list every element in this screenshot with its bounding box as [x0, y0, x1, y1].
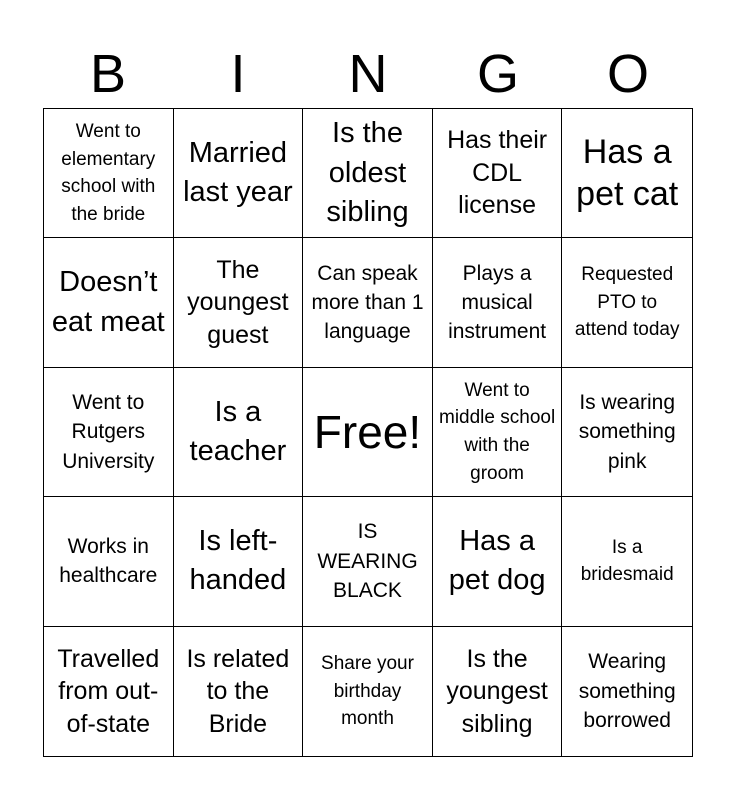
- bingo-cell-r5c2[interactable]: [174, 627, 304, 756]
- header-letter-g: G: [476, 44, 519, 104]
- cell-text: Is the oldest sibling: [326, 117, 409, 228]
- bingo-cell-r1c2[interactable]: [174, 109, 304, 238]
- cell-text: Went to middle school with the groom: [439, 379, 556, 484]
- cell-text: Has a pet cat: [576, 132, 679, 214]
- bingo-cell-r5c3[interactable]: [303, 627, 433, 756]
- bingo-cell-r4c4[interactable]: [433, 497, 563, 626]
- bingo-cell-r5c4[interactable]: [433, 627, 563, 756]
- header-letter-i: I: [230, 44, 246, 104]
- bingo-cell-r5c5[interactable]: [562, 627, 692, 756]
- bingo-cell-r5c1[interactable]: [44, 627, 174, 756]
- bingo-cell-r2c1[interactable]: [44, 238, 174, 367]
- bingo-cell-r4c1[interactable]: [44, 497, 174, 626]
- cell-text: Doesn’t eat meat: [51, 266, 165, 338]
- bingo-cell-r1c5[interactable]: [562, 109, 692, 238]
- cell-text: Has a pet dog: [448, 525, 546, 597]
- bingo-cell-r2c5[interactable]: [562, 238, 692, 367]
- header-letter-o: O: [606, 44, 649, 104]
- header-letter-n: N: [348, 44, 388, 104]
- free-space-text: Free!: [313, 405, 422, 458]
- cell-text: Requested PTO to attend today: [574, 264, 680, 341]
- bingo-cell-r4c3[interactable]: [303, 497, 433, 626]
- bingo-cell-r4c5[interactable]: [562, 497, 692, 626]
- cell-text: Wearing something borrowed: [578, 650, 676, 732]
- cell-text: Works in healthcare: [59, 535, 158, 588]
- cell-text: IS WEARING BLACK: [317, 520, 418, 603]
- cell-text: Is left-handed: [189, 525, 287, 597]
- cell-text: The youngest guest: [187, 255, 289, 349]
- cell-text: Went to elementary school with the bride: [61, 121, 156, 225]
- cell-text: Is wearing something pink: [578, 390, 676, 473]
- bingo-cell-free[interactable]: [303, 368, 433, 497]
- bingo-cell-r3c1[interactable]: [44, 368, 174, 497]
- bingo-cell-r1c3[interactable]: [303, 109, 433, 238]
- cell-text: Married last year: [183, 137, 293, 209]
- cell-text: Is related to the Bride: [186, 644, 290, 738]
- cell-text: Plays a musical instrument: [448, 261, 547, 344]
- bingo-cell-r3c2[interactable]: [174, 368, 304, 497]
- cell-text: Is a teacher: [189, 395, 287, 467]
- header-letter-b: B: [89, 44, 127, 104]
- bingo-cell-r2c4[interactable]: [433, 238, 563, 367]
- bingo-header: [43, 40, 693, 108]
- cell-text: Can speak more than 1 language: [311, 261, 424, 344]
- cell-text: Is the youngest sibling: [446, 644, 548, 738]
- bingo-cell-r4c2[interactable]: [174, 497, 304, 626]
- bingo-cell-r3c4[interactable]: [433, 368, 563, 497]
- bingo-grid: [43, 108, 693, 757]
- cell-text: Has their CDL license: [447, 126, 548, 220]
- cell-text: Travelled from out-of-state: [57, 644, 160, 738]
- bingo-cell-r1c1[interactable]: [44, 109, 174, 238]
- cell-text: Is a bridesmaid: [580, 536, 674, 586]
- cell-text: Share your birthday month: [321, 652, 414, 730]
- cell-text: Went to Rutgers University: [62, 390, 155, 473]
- bingo-cell-r2c2[interactable]: [174, 238, 304, 367]
- bingo-cell-r1c4[interactable]: [433, 109, 563, 238]
- bingo-cell-r2c3[interactable]: [303, 238, 433, 367]
- bingo-cell-r3c5[interactable]: [562, 368, 692, 497]
